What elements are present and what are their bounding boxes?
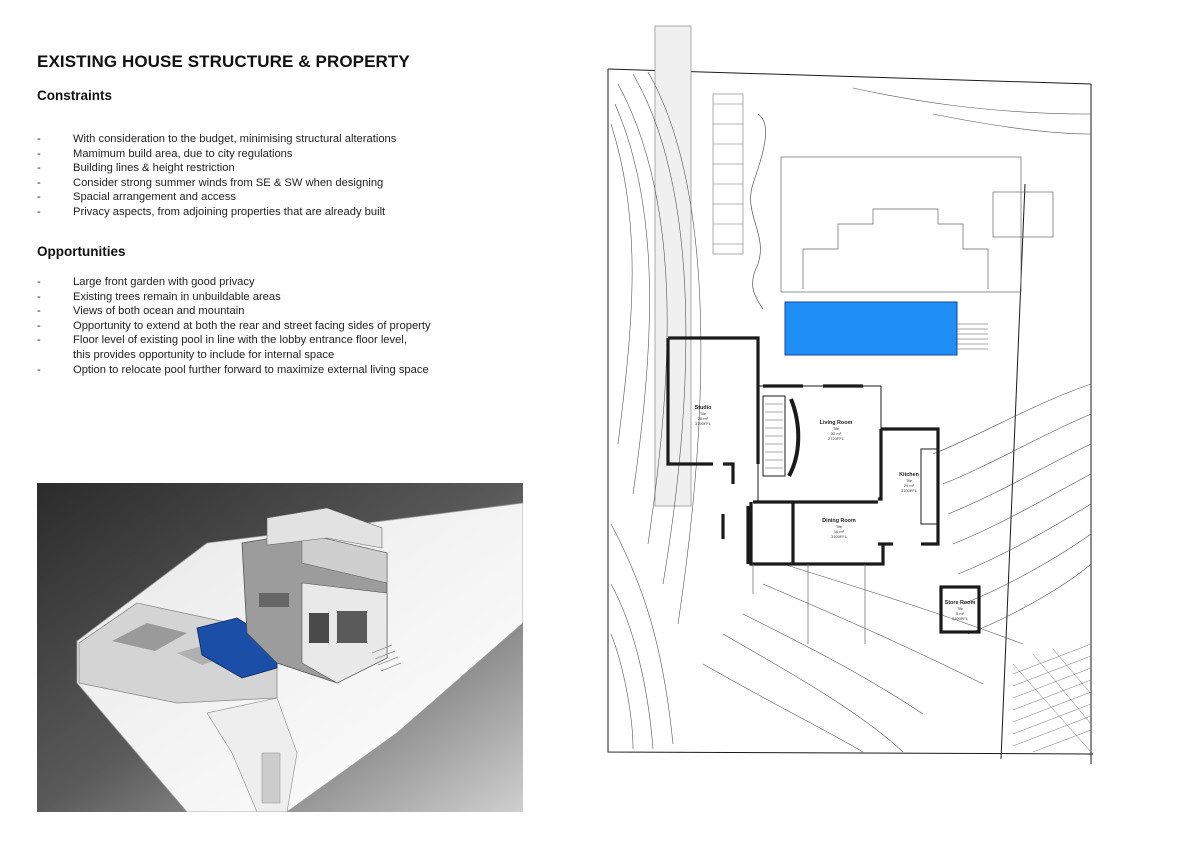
room-detail: Tile: [699, 411, 707, 416]
list-item: [37, 161, 507, 176]
list-item: [37, 205, 507, 220]
room-area: 52 m²: [830, 431, 842, 436]
room-name: Kitchen: [899, 472, 919, 478]
opportunities-list: [37, 275, 507, 377]
room-level: 3100FFL: [900, 488, 918, 493]
page-title: EXISTING HOUSE STRUCTURE & PROPERTY: [37, 52, 410, 71]
bullet-dash: -: [37, 133, 41, 145]
house-walls: [668, 338, 979, 632]
list-item-text: Privacy aspects, from adjoining properties that are already built: [73, 205, 386, 218]
list-item-text: Large front garden with good privacy: [73, 276, 255, 288]
paving-hatch: [1013, 644, 1091, 752]
bullet-dash: -: [37, 334, 41, 347]
room-name: Store Room: [944, 600, 976, 606]
bullet-dash: -: [37, 305, 41, 318]
list-item-text: Floor level of existing pool in line with the lobby entrance floor level,: [73, 334, 407, 347]
room-dining: [822, 518, 856, 539]
constraints-heading: Constraints: [37, 88, 113, 103]
bullet-dash: -: [37, 162, 41, 175]
list-item-text: Existing trees remain in unbuildable areas: [73, 290, 281, 303]
list-item-text: Views of both ocean and mountain: [73, 305, 245, 318]
constraints-list: [37, 132, 507, 220]
list-item-text: Consider strong summer winds from SE & SW when designing: [73, 176, 384, 189]
driveway-strip: [655, 26, 691, 506]
room-area: 28 m²: [697, 416, 709, 421]
room-studio: [695, 405, 712, 426]
driveway-steps: [713, 94, 743, 254]
list-item: [37, 132, 507, 147]
bullet-dash: -: [37, 319, 41, 332]
room-area: 24 m²: [903, 483, 915, 488]
room-kitchen: [899, 472, 919, 493]
axonometric-render: [37, 483, 523, 812]
bullet-dash: -: [37, 147, 41, 160]
bullet-dash: -: [37, 205, 41, 218]
room-name: Dining Room: [822, 518, 856, 524]
room-detail: Tile: [905, 478, 913, 483]
entrance-wall: [262, 753, 280, 803]
list-item: [37, 319, 507, 334]
awning: [259, 593, 289, 607]
pool-steps: [957, 324, 988, 349]
list-item: [37, 176, 507, 191]
bullet-dash: -: [37, 363, 41, 376]
garden-path: [751, 114, 766, 309]
list-item-text: Mamimum build area, due to city regulations: [73, 147, 293, 160]
list-item-text: Option to relocate pool further forward to maximize external living space: [73, 363, 429, 376]
window: [337, 611, 367, 643]
garden-terraces: [781, 157, 1053, 292]
list-item: [37, 333, 507, 348]
list-item: [37, 304, 507, 319]
list-item-text: Building lines & height restriction: [73, 162, 235, 175]
room-name: Living Room: [819, 420, 853, 426]
list-item: [37, 275, 507, 290]
house-3d-model: [37, 483, 523, 812]
list-item: [37, 190, 507, 205]
bullet-dash: -: [37, 290, 41, 303]
window: [309, 613, 329, 643]
room-level: 3790FFL: [694, 421, 712, 426]
list-item-text: With consideration to the budget, minimising structural alterations: [73, 133, 397, 145]
room-area: 5 m²: [956, 611, 964, 616]
interior-stairs: [765, 404, 783, 468]
list-item-text: Spacial arrangement and access: [73, 191, 236, 204]
list-item: [37, 363, 507, 378]
room-living: [820, 420, 853, 441]
pool: [785, 302, 957, 355]
room-detail: Tile: [956, 606, 964, 611]
list-item-text: this provides opportunity to include for internal space: [73, 348, 335, 361]
list-item-text: Opportunity to extend at both the rear and street facing sides of property: [73, 319, 431, 332]
room-level: 3100FFL: [830, 534, 848, 539]
bullet-dash: -: [37, 176, 41, 189]
room-name: Studio: [694, 405, 712, 411]
curved-wall: [789, 399, 798, 476]
room-level: 3100FFL: [951, 616, 969, 621]
room-area: 16 m²: [833, 529, 845, 534]
floor-plan: [603, 24, 1095, 772]
bullet-dash: -: [37, 276, 41, 288]
list-item: [37, 290, 507, 305]
opportunities-heading: Opportunities: [37, 244, 126, 259]
room-detail: Tile: [835, 524, 843, 529]
bullet-dash: -: [37, 191, 41, 204]
room-level: 2720FFL: [827, 436, 845, 441]
list-item: [37, 147, 507, 162]
list-item: [37, 348, 507, 363]
floor-plan-drawing: [603, 24, 1095, 772]
room-detail: Tile: [832, 426, 840, 431]
